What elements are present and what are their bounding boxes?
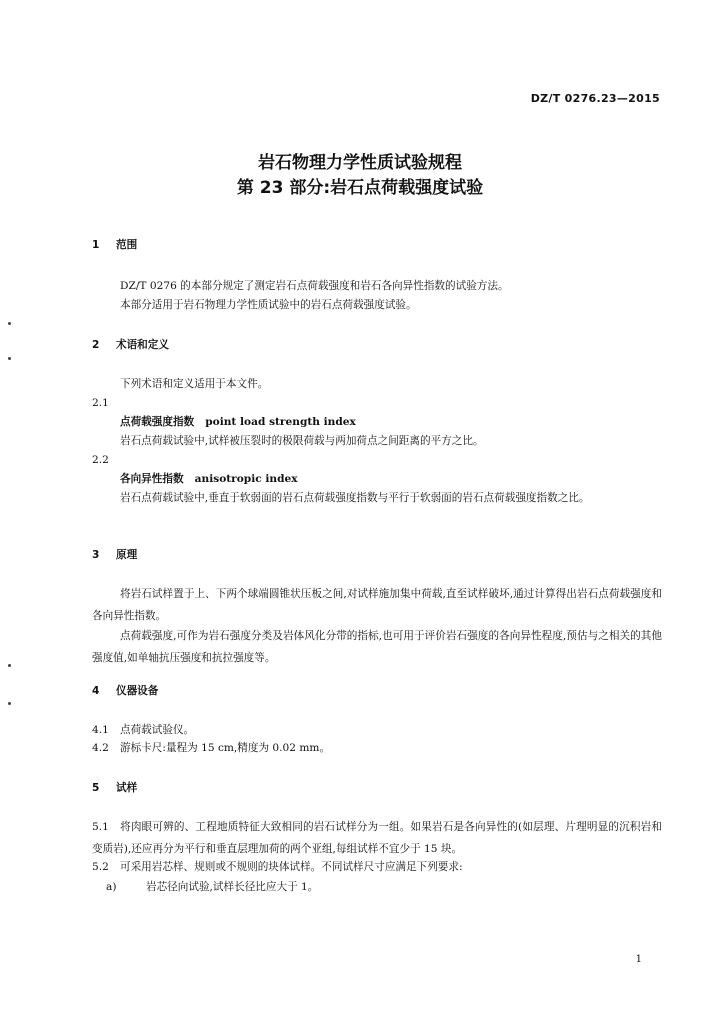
scan-mark bbox=[8, 357, 11, 360]
page-number: 1 bbox=[635, 954, 642, 965]
term-2-2-definition: 岩石点荷载试验中,垂直于软弱面的岩石点荷载强度指数与平行于软弱面的岩石点荷载强度指数之比。 bbox=[120, 492, 590, 504]
section-3-paragraph-2: 点荷载强度,可作为岩石强度分类及岩体风化分带的指标,也可用于评价岩石强度的各向异性程度,预估与之相关的其他强度值,如单轴抗压强度和抗拉强度等。 bbox=[92, 630, 662, 664]
document-title-line2: 第 23 部分:岩石点荷载强度试验 bbox=[236, 178, 484, 198]
list-text: 岩芯径向试验,试样长径比应大于 1。 bbox=[146, 881, 319, 893]
section-number: 1 bbox=[92, 239, 100, 251]
list-label: a) bbox=[106, 881, 117, 893]
item-5-2-a bbox=[106, 880, 318, 894]
section-number: 5 bbox=[92, 782, 100, 794]
term-english: point load strength index bbox=[205, 416, 356, 428]
section-number: 2 bbox=[92, 339, 100, 351]
item-5-2 bbox=[92, 860, 463, 874]
item-text: 点荷载试验仪。 bbox=[120, 724, 195, 736]
scan-mark bbox=[8, 322, 11, 325]
term-2-2-number: 2.2 bbox=[92, 454, 109, 466]
section-title: 仪器设备 bbox=[116, 685, 159, 697]
section-2-intro: 下列术语和定义适用于本文件。 bbox=[120, 378, 269, 390]
section-3-paragraph-1: 将岩石试样置于上、下两个球端圆锥状压板之间,对试样施加集中荷载,直至试样破坏,通过计算得出岩石点荷载强度和各向异性指数。 bbox=[92, 588, 662, 622]
section-number: 4 bbox=[92, 685, 100, 697]
scan-mark bbox=[8, 702, 11, 705]
item-number: 4.2 bbox=[92, 742, 109, 754]
section-2-heading bbox=[92, 338, 169, 352]
item-text: 游标卡尺:量程为 15 cm,精度为 0.02 mm。 bbox=[120, 742, 331, 754]
item-number: 5.1 bbox=[92, 821, 109, 833]
section-1-paragraph-1: DZ/T 0276 的本部分规定了测定岩石点荷载强度和岩石各向异性指数的试验方法。 bbox=[120, 280, 509, 292]
section-1-heading bbox=[92, 238, 137, 252]
term-2-2 bbox=[120, 472, 298, 486]
section-4-heading bbox=[92, 684, 158, 698]
section-3-heading bbox=[92, 548, 137, 562]
term-2-1-number: 2.1 bbox=[92, 397, 109, 409]
standard-code: DZ/T 0276.23—2015 bbox=[530, 92, 660, 105]
item-4-2 bbox=[92, 741, 330, 755]
section-title: 术语和定义 bbox=[116, 339, 169, 351]
item-5-1 bbox=[92, 816, 662, 860]
item-number: 5.2 bbox=[92, 861, 109, 873]
term-2-1 bbox=[120, 415, 356, 429]
term-2-1-definition: 岩石点荷载试验中,试样被压裂时的极限荷载与两加荷点之间距离的平方之比。 bbox=[120, 435, 484, 447]
section-title: 原理 bbox=[116, 549, 138, 561]
document-title-line1: 岩石物理力学性质试验规程 bbox=[258, 153, 462, 173]
scan-mark bbox=[8, 664, 11, 667]
term-english: anisotropic index bbox=[194, 473, 298, 485]
section-5-heading bbox=[92, 781, 137, 795]
section-number: 3 bbox=[92, 549, 100, 561]
section-title: 范围 bbox=[116, 239, 138, 251]
item-4-1 bbox=[92, 723, 194, 737]
item-text: 将肉眼可辨的、工程地质特征大致相同的岩石试样分为一组。如果岩石是各向异性的(如层理、片理明显的沉积岩和变质岩),还应再分为平行和垂直层理加荷的两个亚组,每组试样不宜少于 15 块。 bbox=[92, 821, 662, 855]
item-text: 可采用岩芯样、规则或不规则的块体试样。不同试样尺寸应满足下列要求: bbox=[120, 861, 463, 873]
section-title: 试样 bbox=[116, 782, 138, 794]
section-1-paragraph-2: 本部分适用于岩石物理力学性质试验中的岩石点荷载强度试验。 bbox=[120, 299, 417, 311]
term-name: 点荷载强度指数 bbox=[120, 416, 195, 428]
term-name: 各向异性指数 bbox=[120, 473, 184, 485]
item-number: 4.1 bbox=[92, 724, 109, 736]
